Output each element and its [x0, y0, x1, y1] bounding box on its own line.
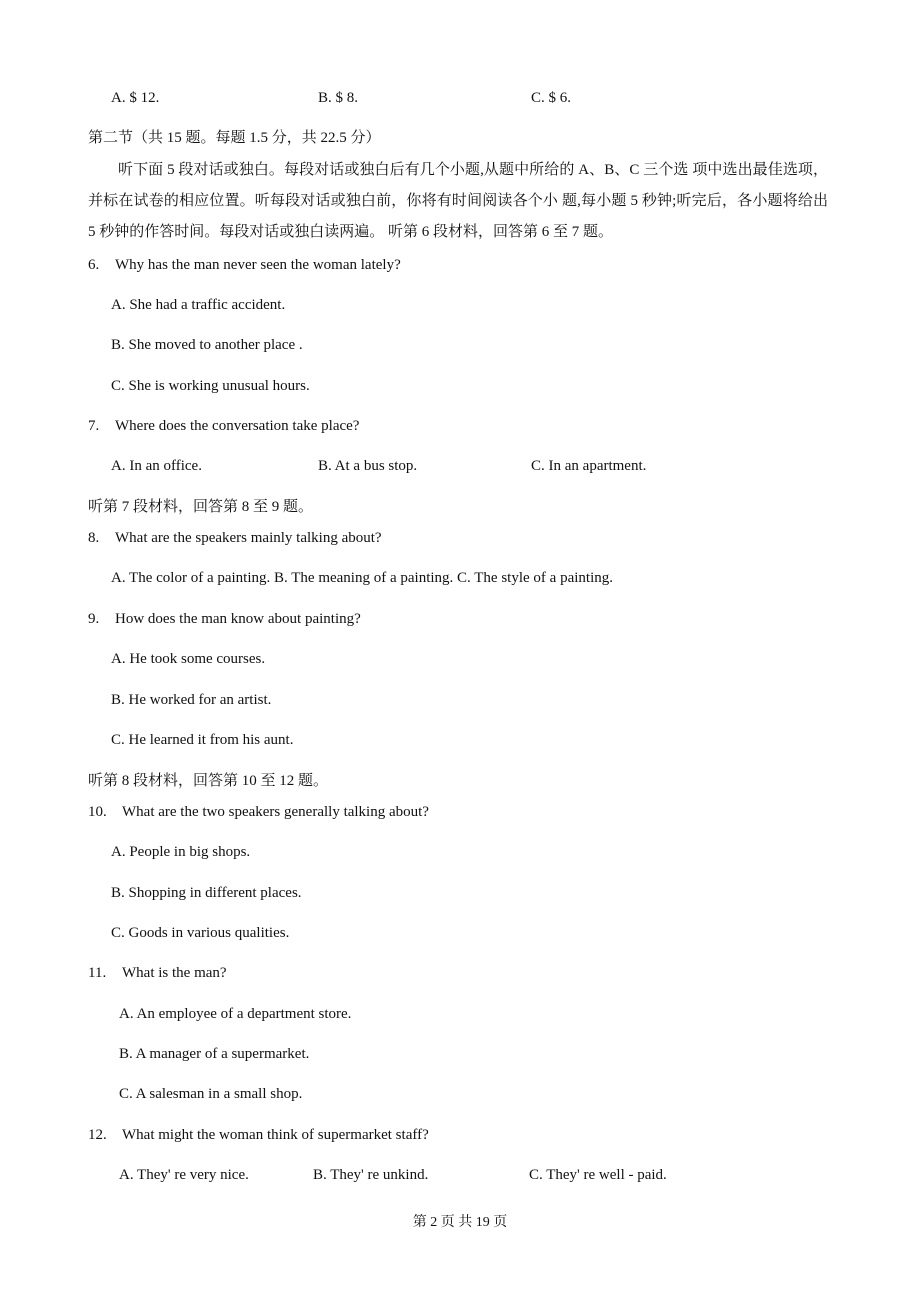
section-instructions: 听下面 5 段对话或独白。每段对话或独白后有几个小题,从题中所给的 A、B、C 三个选 项中选出最佳选项，并标在试卷的相应位置。听每段对话或独白前，你将有时间阅读各个小 题,每小题 5 秒钟;听完后，各小题将给出 5 秒钟的作答时间。每段对话或独白读两遍。 听第 6 段材料，回答第 6 至 7 题。: [88, 162, 828, 240]
q6-option-b: B. She moved to another place .: [111, 337, 303, 353]
question-number: 11.: [88, 965, 107, 981]
q9-option-c: C. He learned it from his aunt.: [111, 732, 294, 748]
question-text: Where does the conversation take place?: [115, 418, 360, 434]
page-footer: 第 2 页 共 19 页: [412, 1215, 508, 1230]
q5-option-b: B. $ 8.: [318, 90, 359, 106]
q10-option-a: A. People in big shops.: [111, 844, 251, 860]
question-text: What are the two speakers generally talking about?: [122, 804, 429, 820]
question-12: [88, 1125, 429, 1145]
question-number: 12.: [88, 1127, 107, 1143]
question-10: [88, 802, 429, 822]
question-number: 8.: [88, 530, 100, 546]
question-text: Why has the man never seen the woman lately?: [115, 257, 401, 273]
question-11: [88, 963, 227, 983]
section-heading: 第二节（共 15 题。每题 1.5 分，共 22.5 分）: [88, 130, 381, 146]
q7-option-c: C. In an apartment.: [531, 458, 647, 474]
q8-options: A. The color of a painting. B. The meaning of a painting. C. The style of a painting.: [111, 570, 613, 586]
question-number: 10.: [88, 804, 107, 820]
question-number: 6.: [88, 257, 100, 273]
q12-option-b: B. They' re unkind.: [313, 1167, 429, 1183]
q6-option-a: A. She had a traffic accident.: [111, 297, 286, 313]
q11-option-b: B. A manager of a supermarket.: [119, 1046, 310, 1062]
question-number: 7.: [88, 418, 100, 434]
q5-option-a: A. $ 12.: [111, 90, 160, 106]
q7-option-b: B. At a bus stop.: [318, 458, 418, 474]
q6-option-c: C. She is working unusual hours.: [111, 378, 310, 394]
q9-option-a: A. He took some courses.: [111, 651, 266, 667]
q11-option-a: A. An employee of a department store.: [119, 1006, 352, 1022]
question-text: What is the man?: [122, 965, 227, 981]
material-8-heading: 听第 8 段材料，回答第 10 至 12 题。: [88, 773, 329, 789]
q9-option-b: B. He worked for an artist.: [111, 692, 272, 708]
question-7: [88, 416, 359, 436]
question-text: How does the man know about painting?: [115, 611, 361, 627]
q12-option-c: C. They' re well - paid.: [529, 1167, 667, 1183]
q10-option-c: C. Goods in various qualities.: [111, 925, 290, 941]
q12-option-a: A. They' re very nice.: [119, 1167, 249, 1183]
q10-option-b: B. Shopping in different places.: [111, 885, 302, 901]
question-9: [88, 609, 361, 629]
question-text: What are the speakers mainly talking about?: [115, 530, 382, 546]
q11-option-c: C. A salesman in a small shop.: [119, 1086, 303, 1102]
question-number: 9.: [88, 611, 100, 627]
question-6: [88, 255, 401, 275]
question-8: [88, 528, 382, 548]
q5-option-c: C. $ 6.: [531, 90, 572, 106]
question-text: What might the woman think of supermarket staff?: [122, 1127, 429, 1143]
material-7-heading: 听第 7 段材料，回答第 8 至 9 题。: [88, 499, 314, 515]
q7-option-a: A. In an office.: [111, 458, 202, 474]
